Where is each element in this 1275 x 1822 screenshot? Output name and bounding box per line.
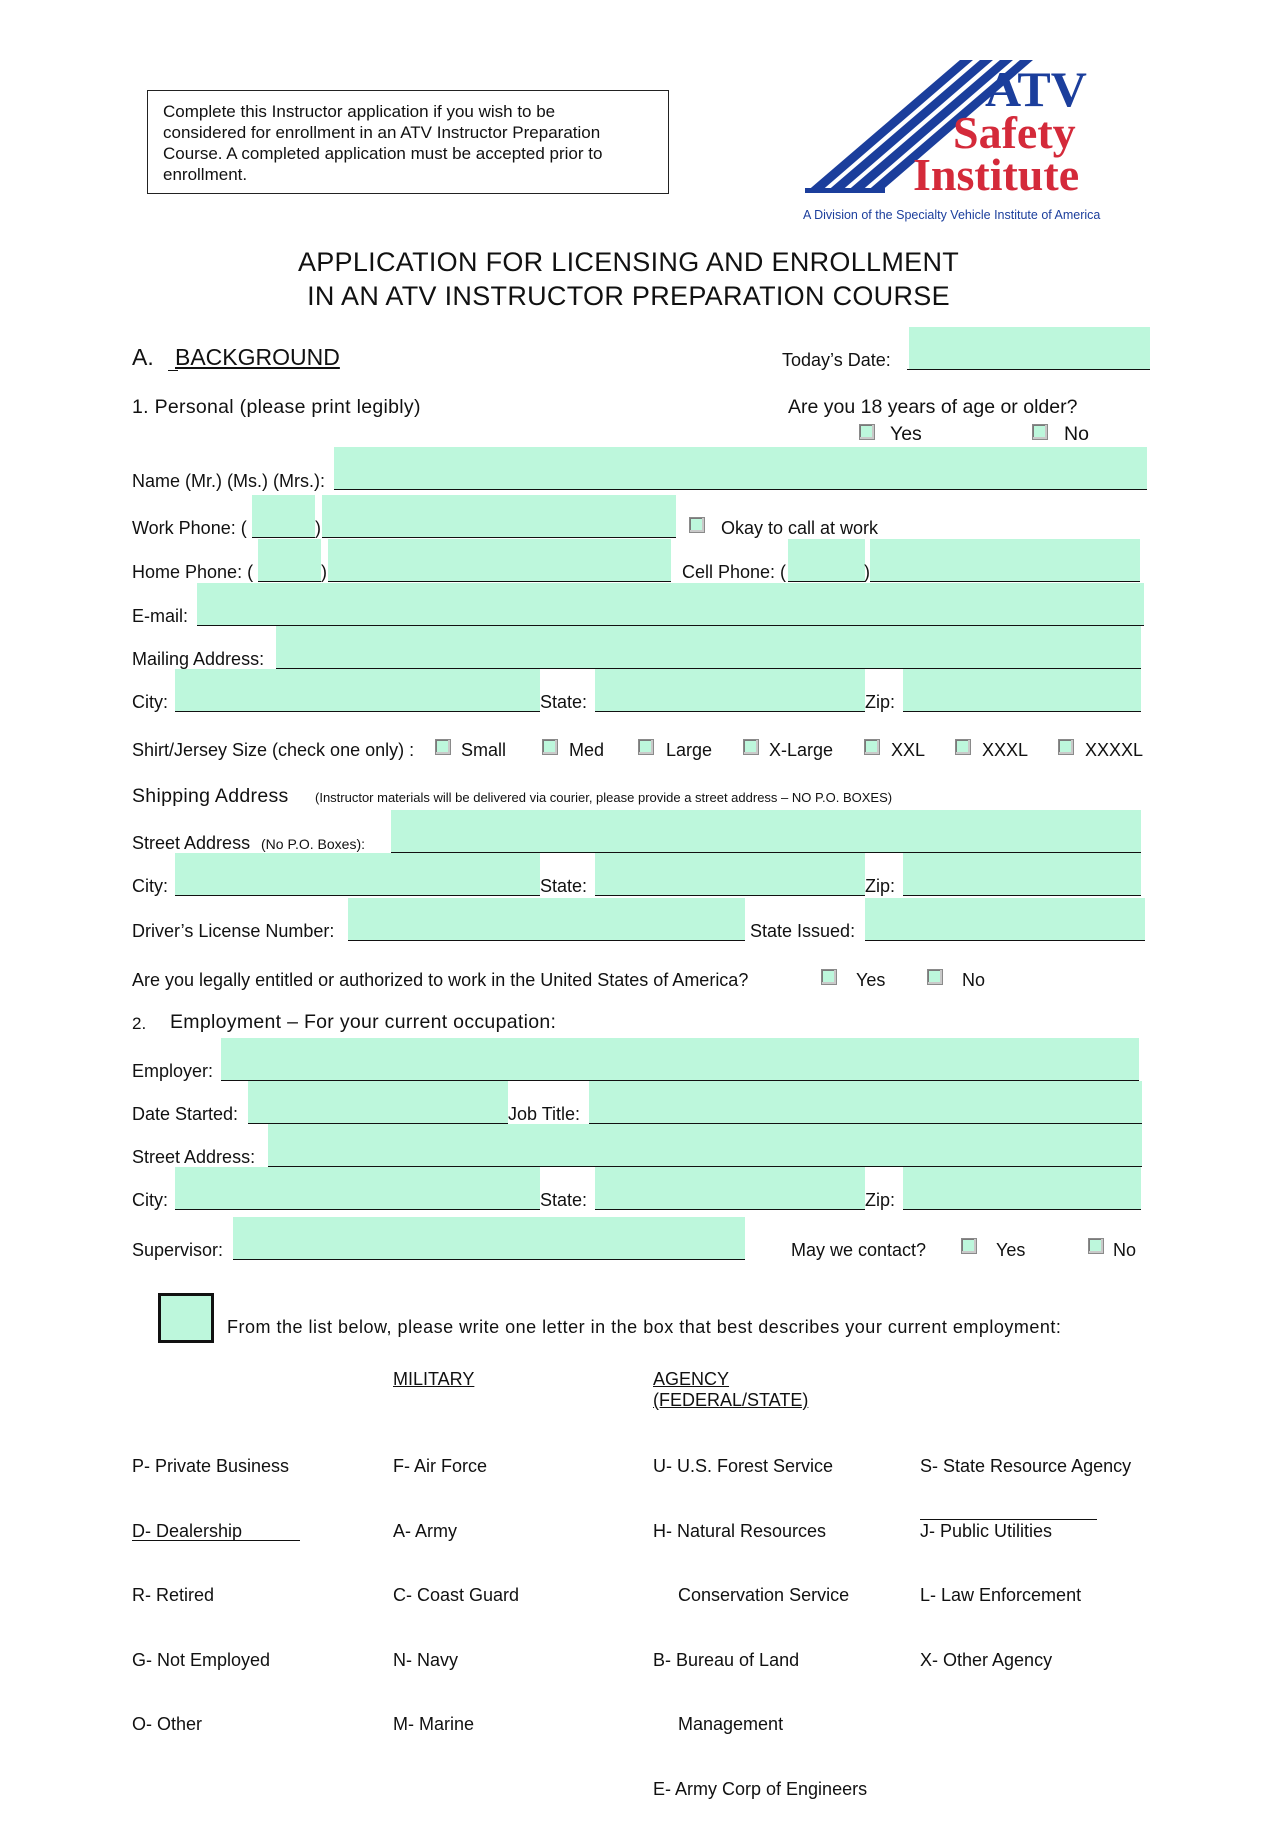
list-item: A- Army <box>393 1520 458 1541</box>
employer-state-line <box>595 1209 865 1210</box>
zip-label: Zip: <box>865 692 896 712</box>
list-item: B- Bureau of Land <box>653 1649 800 1670</box>
section-heading-underline-lead <box>168 370 178 371</box>
state-issued-label: State Issued: <box>750 921 856 941</box>
supervisor-line <box>233 1259 745 1260</box>
list-item: L- Law Enforcement <box>920 1585 1082 1605</box>
logo-institute-text: Institute <box>913 149 1080 200</box>
agency-subheading: (FEDERAL/STATE) <box>653 1390 809 1410</box>
intro-box <box>147 90 669 194</box>
list-item: O- Other <box>132 1714 203 1734</box>
shirt-med-label: Med <box>569 740 605 760</box>
zip-line <box>903 711 1141 712</box>
shipping-zip-label: Zip: <box>865 876 896 896</box>
shipping-state-field[interactable] <box>595 853 865 895</box>
zip-field[interactable] <box>903 669 1141 711</box>
age-yes-checkbox[interactable] <box>859 424 875 440</box>
shipping-city-line <box>175 895 540 896</box>
shipping-state-label: State: <box>540 876 588 896</box>
intro-line: enrollment. <box>163 165 248 184</box>
street-address-label: Street Address <box>132 833 251 853</box>
list-item: D- Dealership <box>132 1520 243 1541</box>
other-line <box>132 1540 300 1541</box>
cell-phone-line <box>870 581 1140 582</box>
page-title-line1: APPLICATION FOR LICENSING AND ENROLLMENT <box>297 247 960 277</box>
employer-street-label: Street Address: <box>132 1147 256 1167</box>
state-field[interactable] <box>595 669 865 711</box>
cell-phone-label: Cell Phone: ( <box>682 562 787 582</box>
name-field[interactable] <box>334 447 1147 489</box>
todays-date-field[interactable] <box>909 327 1150 369</box>
list-item: G- Not Employed <box>132 1649 271 1670</box>
category-col-military <box>393 1413 519 1757</box>
employment-heading: Employment – For your current occupation: <box>170 1011 557 1033</box>
employer-state-field[interactable] <box>595 1167 865 1209</box>
military-heading: MILITARY <box>393 1369 475 1389</box>
age-no-checkbox[interactable] <box>1032 424 1048 440</box>
shirt-xxxxl-label: XXXXL <box>1085 740 1144 760</box>
age-no-label: No <box>1064 423 1089 445</box>
list-item: C- Coast Guard <box>393 1585 520 1605</box>
date-started-label: Date Started: <box>132 1104 239 1124</box>
state-line <box>595 711 865 712</box>
other-agency-line <box>920 1519 1097 1520</box>
date-started-field[interactable] <box>248 1081 508 1123</box>
cell-phone-paren: ) <box>864 562 870 582</box>
intro-line: Complete this Instructor application if you wish to be <box>163 102 556 121</box>
shipping-zip-field[interactable] <box>903 853 1141 895</box>
work-phone-field[interactable] <box>322 495 676 537</box>
supervisor-label: Supervisor: <box>132 1240 224 1260</box>
list-item: J- Public Utilities <box>920 1520 1053 1541</box>
todays-date-label: Today’s Date: <box>782 350 891 370</box>
email-label: E-mail: <box>132 606 189 626</box>
contact-question: May we contact? <box>791 1240 927 1260</box>
name-label: Name (Mr.) (Ms.) (Mrs.): <box>132 471 325 491</box>
home-phone-label: Home Phone: ( <box>132 562 254 582</box>
category-col-agency <box>653 1413 867 1822</box>
list-item: Management <box>653 1714 784 1734</box>
shipping-city-field[interactable] <box>175 853 540 895</box>
atv-logo <box>805 58 1165 228</box>
section-heading: BACKGROUND <box>175 344 340 370</box>
shirt-xlarge-checkbox[interactable] <box>743 739 759 755</box>
shirt-large-label: Large <box>666 740 713 760</box>
shirt-xxxl-label: XXXL <box>982 740 1029 760</box>
shirt-large-checkbox[interactable] <box>638 739 654 755</box>
authorized-no-label: No <box>962 970 986 990</box>
shirt-size-label: Shirt/Jersey Size (check one only) : <box>132 740 415 760</box>
shipping-state-line <box>595 895 865 896</box>
job-title-label: Job Title: <box>508 1104 581 1124</box>
logo-atv-text: ATV <box>985 61 1087 117</box>
cell-phone-field[interactable] <box>870 539 1140 581</box>
list-item: F- Air Force <box>393 1456 488 1476</box>
mailing-address-label: Mailing Address: <box>132 649 265 669</box>
shirt-xxxl-checkbox[interactable] <box>955 739 971 755</box>
employer-zip-field[interactable] <box>903 1167 1141 1209</box>
city-line <box>175 711 540 712</box>
state-label: State: <box>540 692 588 712</box>
employer-street-field[interactable] <box>268 1124 1142 1166</box>
agency-heading: AGENCY <box>653 1369 730 1389</box>
list-item: R- Retired <box>132 1585 215 1605</box>
list-item: Conservation Service <box>653 1585 850 1605</box>
home-phone-area-line <box>258 581 321 582</box>
license-label: Driver’s License Number: <box>132 921 335 941</box>
list-item: P- Private Business <box>132 1456 290 1476</box>
home-phone-paren: ) <box>321 562 327 582</box>
contact-yes-checkbox[interactable] <box>961 1238 977 1254</box>
shirt-med-checkbox[interactable] <box>542 739 558 755</box>
employer-state-label: State: <box>540 1190 588 1210</box>
authorized-question: Are you legally entitled or authorized to work in the United States of America? <box>132 970 749 990</box>
employment-num: 2. <box>132 1014 147 1033</box>
employer-zip-label: Zip: <box>865 1190 896 1210</box>
shirt-xxxxl-checkbox[interactable] <box>1058 739 1074 755</box>
mailing-address-field[interactable] <box>276 626 1141 668</box>
authorized-yes-checkbox[interactable] <box>821 969 837 985</box>
cell-phone-area-line <box>788 581 865 582</box>
page-title-line2: IN AN ATV INSTRUCTOR PREPARATION COURSE <box>307 281 950 311</box>
work-phone-area-line <box>252 537 315 538</box>
employment-code-box[interactable] <box>158 1293 214 1343</box>
home-phone-area-field[interactable] <box>258 539 321 581</box>
employer-field[interactable] <box>221 1038 1139 1080</box>
authorized-yes-label: Yes <box>856 970 886 990</box>
cell-phone-area-field[interactable] <box>788 539 865 581</box>
section-letter: A. <box>132 344 154 370</box>
logo-safety-text: Safety <box>953 107 1076 158</box>
list-item: X- Other Agency <box>920 1649 1053 1670</box>
shirt-small-checkbox[interactable] <box>435 739 451 755</box>
list-item: U- U.S. Forest Service <box>653 1456 834 1476</box>
todays-date-line <box>907 369 1150 370</box>
license-field[interactable] <box>348 898 745 940</box>
age-yes-label: Yes <box>890 423 922 445</box>
shirt-xlarge-label: X-Large <box>769 740 834 760</box>
shirt-small-label: Small <box>461 740 507 760</box>
authorized-no-checkbox[interactable] <box>927 969 943 985</box>
job-title-field[interactable] <box>589 1081 1142 1123</box>
shipping-zip-line <box>903 895 1141 896</box>
contact-yes-label: Yes <box>996 1240 1026 1260</box>
okay-call-checkbox[interactable] <box>689 517 705 533</box>
shipping-note: (Instructor materials will be delivered via courier, please provide a street address – NO P.O. BOXES) <box>315 790 893 805</box>
work-phone-line <box>322 537 676 538</box>
work-phone-area-field[interactable] <box>252 495 315 537</box>
contact-no-checkbox[interactable] <box>1088 1238 1104 1254</box>
state-issued-line <box>865 940 1145 941</box>
home-phone-field[interactable] <box>328 539 671 581</box>
contact-no-label: No <box>1113 1240 1137 1260</box>
okay-call-label: Okay to call at work <box>721 518 879 538</box>
work-phone-paren: ) <box>315 518 321 538</box>
employer-label: Employer: <box>132 1061 214 1081</box>
city-field[interactable] <box>175 669 540 711</box>
shipping-heading: Shipping Address <box>132 785 289 807</box>
list-item: M- Marine <box>393 1714 475 1734</box>
shipping-city-label: City: <box>132 876 168 896</box>
license-line <box>348 940 745 941</box>
name-line <box>334 489 1147 490</box>
email-field[interactable] <box>197 583 1144 625</box>
shirt-xxl-checkbox[interactable] <box>864 739 880 755</box>
personal-heading: 1. Personal (please print legibly) <box>132 396 421 418</box>
state-issued-field[interactable] <box>865 898 1145 940</box>
supervisor-field[interactable] <box>233 1217 745 1259</box>
work-phone-label: Work Phone: ( <box>132 518 247 538</box>
city-label: City: <box>132 692 168 712</box>
intro-line: Course. A completed application must be accepted prior to <box>163 144 603 163</box>
employment-instruction: From the list below, please write one letter in the box that best describes your current employment: <box>227 1317 1062 1337</box>
list-item: E- Army Corp of Engineers <box>653 1778 868 1799</box>
shirt-xxl-label: XXL <box>891 740 926 760</box>
logo-tagline: A Division of the Specialty Vehicle Institute of America <box>803 208 1101 222</box>
street-address-note: (No P.O. Boxes): <box>261 836 366 852</box>
employer-city-field[interactable] <box>175 1167 540 1209</box>
employer-city-line <box>175 1209 540 1210</box>
home-phone-line <box>328 581 671 582</box>
employer-zip-line <box>903 1209 1141 1210</box>
shipping-street-field[interactable] <box>391 810 1141 852</box>
age-question: Are you 18 years of age or older? <box>788 396 1078 418</box>
category-col-general <box>132 1413 289 1757</box>
employer-city-label: City: <box>132 1190 168 1210</box>
intro-line: considered for enrollment in an ATV Instructor Preparation <box>163 123 601 142</box>
list-item: H- Natural Resources <box>653 1520 827 1541</box>
list-item: N- Navy <box>393 1649 459 1670</box>
list-item: S- State Resource Agency <box>920 1456 1132 1476</box>
category-col-state <box>920 1413 1131 1693</box>
logo-stripes-icon <box>805 58 1165 228</box>
